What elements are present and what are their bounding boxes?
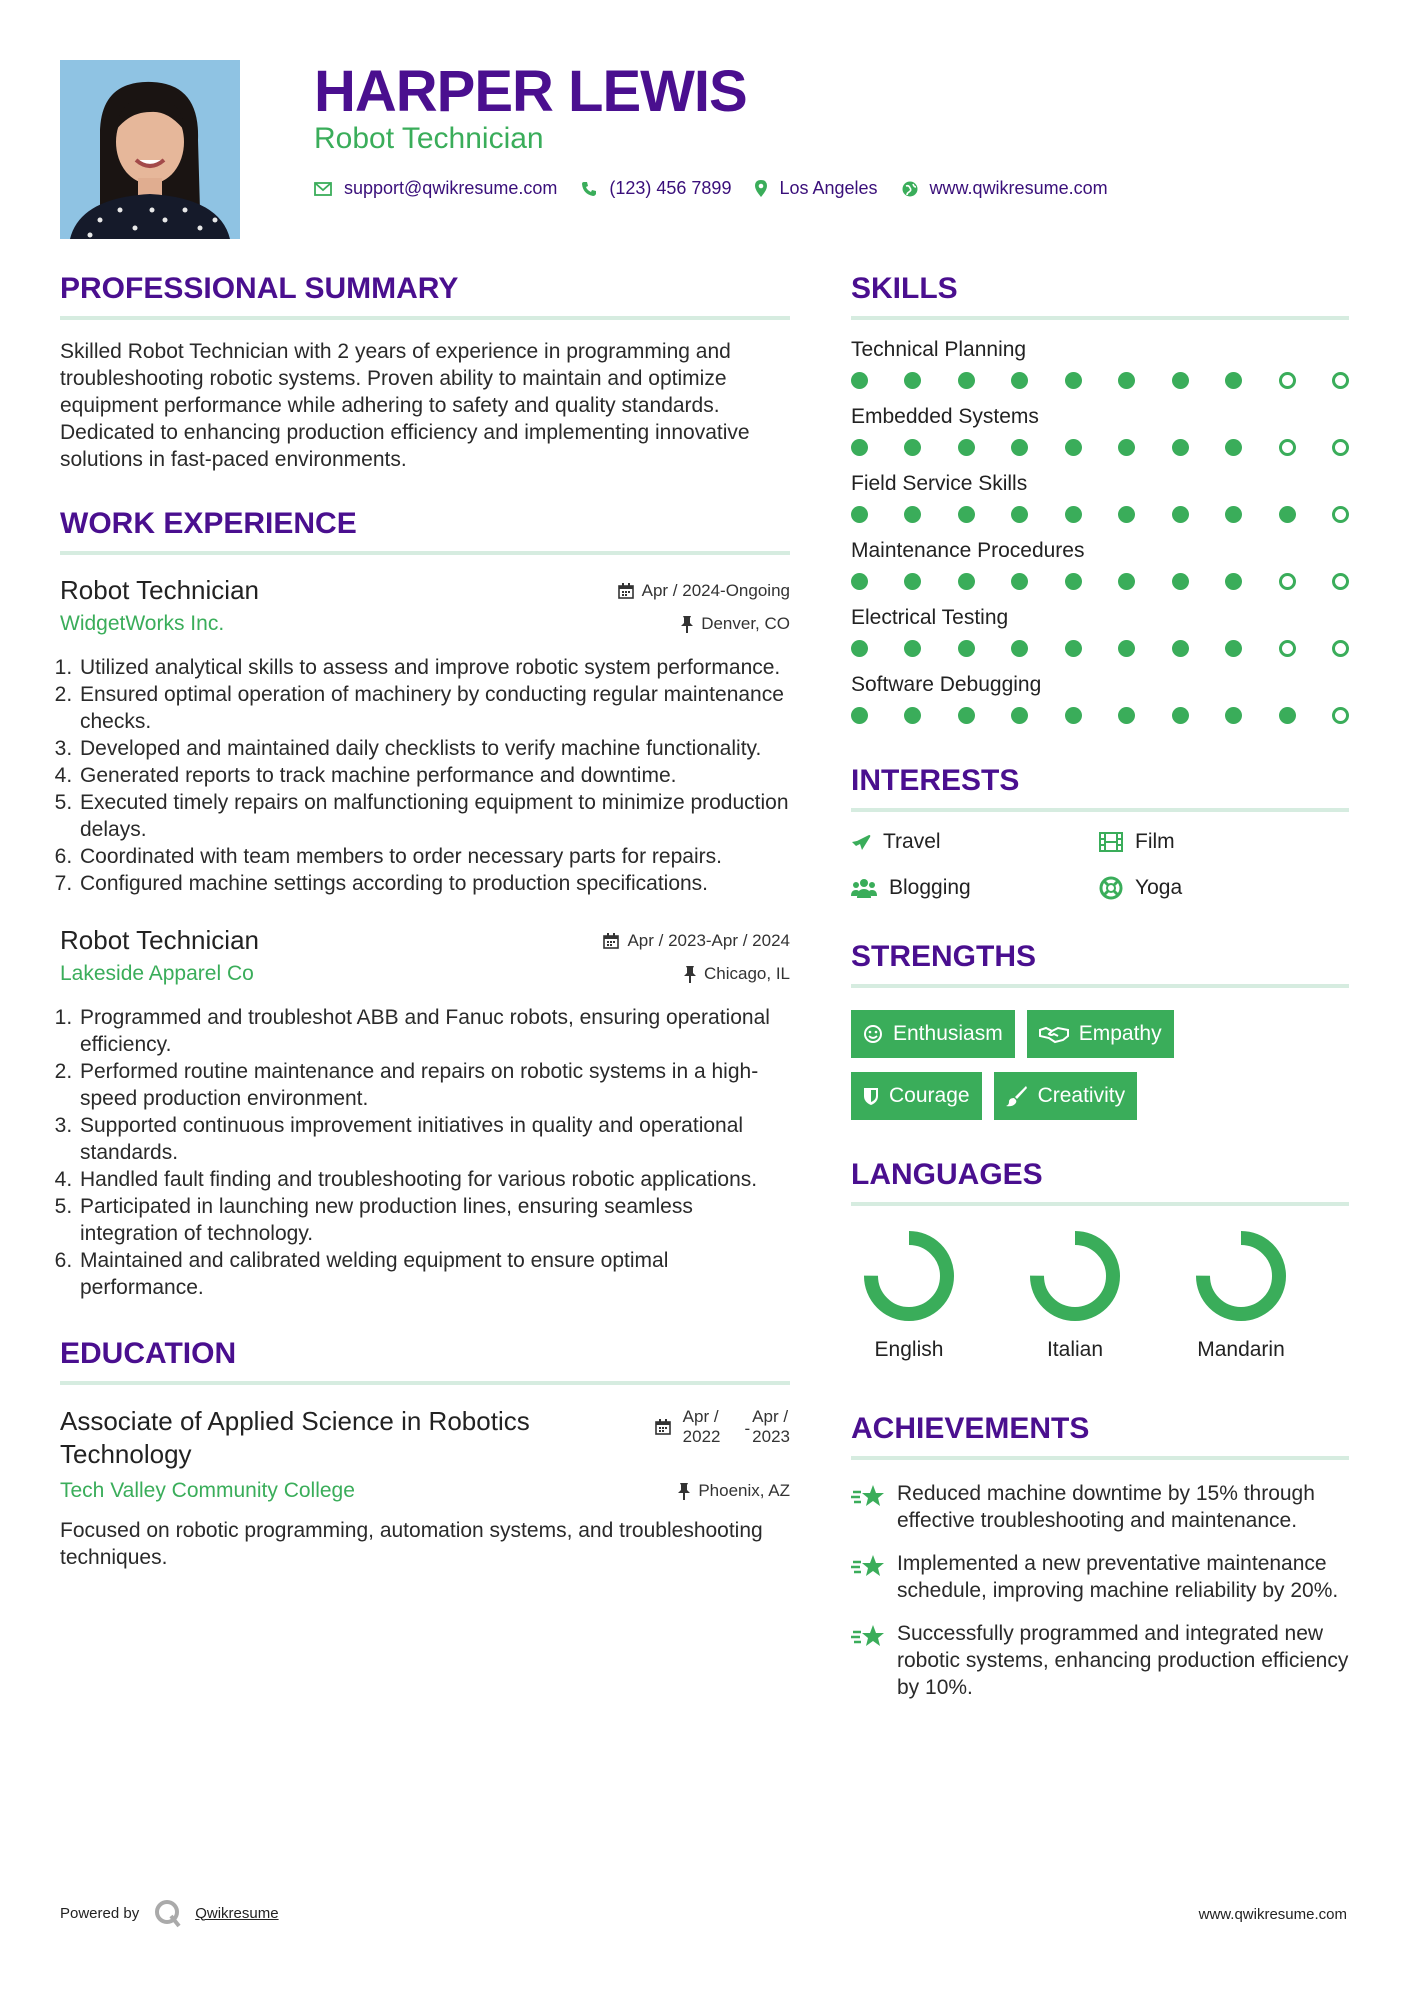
interests-list <box>851 830 1349 900</box>
job-entry <box>60 575 790 897</box>
interest-blogging <box>851 876 1099 900</box>
skill-level-dot <box>1118 372 1135 389</box>
skill-rating <box>851 372 1349 389</box>
job-bullets <box>60 654 790 897</box>
map-pin-icon <box>755 180 767 197</box>
skill-level-dot <box>851 506 868 523</box>
skill-level-dot <box>1065 372 1082 389</box>
skill-level-dot <box>1332 506 1349 523</box>
job-date-text: Apr / 2024-Ongoing <box>641 581 790 600</box>
job-date-text: Apr / 2023-Apr / 2024 <box>627 931 790 950</box>
job-title: Robot Technician <box>60 925 259 955</box>
interest-film <box>1099 830 1349 854</box>
skill-level-dot <box>904 707 921 724</box>
job-title: Robot Technician <box>60 575 259 605</box>
contact-email[interactable] <box>314 178 557 199</box>
skill-level-dot <box>1332 439 1349 456</box>
strength-chip-empathy <box>1027 1010 1174 1058</box>
skill-level-dot <box>1225 506 1242 523</box>
education-location-text: Phoenix, AZ <box>698 1481 790 1500</box>
language-item <box>1025 1228 1125 1362</box>
skill-level-dot <box>1172 640 1189 657</box>
strength-chip-courage <box>851 1072 982 1120</box>
job-bullet: 5. Executed timely repairs on malfunctioning equipment to minimize production delays. <box>78 789 790 843</box>
skill-rating <box>851 640 1349 657</box>
interests-heading: INTERESTS <box>851 764 1349 812</box>
skill-level-dot <box>1332 372 1349 389</box>
experience-section <box>60 507 790 1301</box>
skill-item <box>851 472 1349 523</box>
language-proficiency-ring <box>861 1228 957 1324</box>
job-bullet: 3. Developed and maintained daily checklists to verify machine functionality. <box>78 735 790 762</box>
skill-item <box>851 539 1349 590</box>
education-date <box>655 1407 790 1447</box>
pushpin-icon <box>684 966 696 983</box>
skill-level-dot <box>851 439 868 456</box>
interest-travel <box>851 830 1099 854</box>
skill-level-dot <box>1065 573 1082 590</box>
skill-level-dot <box>904 573 921 590</box>
contact-website-text: www.qwikresume.com <box>929 178 1108 198</box>
achievement-item <box>851 1550 1349 1604</box>
interest-label: Film <box>1135 830 1175 853</box>
languages-list <box>851 1228 1349 1362</box>
skill-level-dot <box>1279 506 1296 523</box>
skill-level-dot <box>1118 506 1135 523</box>
job-location <box>684 964 790 984</box>
education-end-year: 2023 <box>752 1427 790 1446</box>
job-location <box>681 614 790 634</box>
job-entry <box>60 925 790 1301</box>
left-column <box>60 272 790 1571</box>
achievements-heading: ACHIEVEMENTS <box>851 1412 1349 1460</box>
language-name: English <box>874 1338 944 1361</box>
envelope-icon <box>314 182 332 196</box>
skill-level-dot <box>851 573 868 590</box>
strengths-heading: STRENGTHS <box>851 940 1349 988</box>
language-proficiency-ring <box>1193 1228 1289 1324</box>
footer-powered-by <box>60 1898 279 1928</box>
calendar-icon <box>655 1419 671 1435</box>
calendar-icon <box>603 933 619 949</box>
skills-section <box>851 272 1349 724</box>
skill-level-dot <box>1225 573 1242 590</box>
qwikresume-link[interactable]: Qwikresume <box>195 1904 279 1922</box>
skill-level-dot <box>1332 707 1349 724</box>
job-location-text: Denver, CO <box>701 614 790 633</box>
skill-level-dot <box>1011 640 1028 657</box>
job-date <box>603 931 790 951</box>
education-text: Focused on robotic programming, automation systems, and troubleshooting techniques. <box>60 1519 763 1569</box>
interest-label: Yoga <box>1135 876 1183 899</box>
language-item <box>859 1228 959 1362</box>
skill-name: Software Debugging <box>851 673 1042 696</box>
achievement-item <box>851 1620 1349 1701</box>
skill-level-dot <box>958 439 975 456</box>
job-bullet: 1. Programmed and troubleshot ABB and Fanuc robots, ensuring operational efficiency. <box>78 1004 790 1058</box>
strengths-list <box>851 1010 1231 1120</box>
skill-level-dot <box>851 372 868 389</box>
skill-level-dot <box>1225 439 1242 456</box>
job-company: WidgetWorks Inc. <box>60 612 225 635</box>
achievements-section <box>851 1412 1349 1701</box>
skill-item <box>851 673 1349 724</box>
skill-level-dot <box>851 640 868 657</box>
skill-level-dot <box>1065 506 1082 523</box>
education-end-month: Apr / <box>752 1407 789 1426</box>
job-date <box>618 581 790 601</box>
language-name: Italian <box>1046 1338 1104 1361</box>
strength-chip-enthusiasm <box>851 1010 1015 1058</box>
skill-level-dot <box>1065 439 1082 456</box>
skill-name: Embedded Systems <box>851 405 1039 428</box>
skill-level-dot <box>1118 439 1135 456</box>
education-start-year: 2022 <box>682 1427 721 1446</box>
skill-item <box>851 606 1349 657</box>
contact-location <box>755 178 877 199</box>
skill-rating <box>851 707 1349 724</box>
job-bullet: 2. Ensured optimal operation of machinery by conducting regular maintenance checks. <box>78 681 790 735</box>
skill-level-dot <box>1279 707 1296 724</box>
contact-website[interactable] <box>902 178 1108 199</box>
skill-level-dot <box>1011 573 1028 590</box>
people-icon <box>851 878 877 898</box>
skill-level-dot <box>1011 439 1028 456</box>
calendar-icon <box>618 583 634 599</box>
job-bullet: 2. Performed routine maintenance and repairs on robotic systems in a high-speed production environment. <box>78 1058 790 1112</box>
education-section <box>60 1337 790 1571</box>
qwikresume-logo-icon <box>153 1898 183 1928</box>
skills-heading: SKILLS <box>851 272 1349 320</box>
languages-section <box>851 1158 1349 1362</box>
language-item <box>1191 1228 1291 1362</box>
job-bullet: 6. Maintained and calibrated welding equipment to ensure optimal performance. <box>78 1247 790 1301</box>
contact-phone[interactable] <box>581 178 731 199</box>
skill-level-dot <box>1011 506 1028 523</box>
skill-level-dot <box>1279 372 1296 389</box>
skill-level-dot <box>1172 439 1189 456</box>
interest-yoga <box>1099 876 1349 900</box>
experience-heading: WORK EXPERIENCE <box>60 507 790 555</box>
footer-url[interactable]: www.qwikresume.com <box>1198 1906 1347 1923</box>
pushpin-icon <box>681 616 693 633</box>
job-bullet: 7. Configured machine settings according to production specifications. <box>78 870 790 897</box>
skill-level-dot <box>1225 372 1242 389</box>
strength-label: Empathy <box>1078 1022 1162 1045</box>
pushpin-icon <box>678 1483 690 1500</box>
skill-name: Maintenance Procedures <box>851 539 1085 562</box>
skill-level-dot <box>904 640 921 657</box>
smile-icon <box>863 1024 883 1044</box>
strengths-section <box>851 940 1349 1120</box>
handshake-icon <box>1039 1024 1069 1044</box>
skill-level-dot <box>1065 640 1082 657</box>
skill-level-dot <box>1118 573 1135 590</box>
skill-level-dot <box>1011 372 1028 389</box>
skill-level-dot <box>1172 573 1189 590</box>
skill-name: Electrical Testing <box>851 606 1009 629</box>
skill-level-dot <box>1332 640 1349 657</box>
skill-level-dot <box>958 640 975 657</box>
job-bullet: 3. Supported continuous improvement initiatives in quality and operational standards. <box>78 1112 790 1166</box>
skill-level-dot <box>1279 439 1296 456</box>
education-degree: Associate of Applied Science in Robotics Technology <box>60 1406 530 1469</box>
summary-text: Skilled Robot Technician with 2 years of experience in programming and troubleshooting robotic systems. Proven ability to maintain and optimize equipment performance while adhering to safety and quality standards. Dedicated to enhancing production efficiency and implementing innovative solutions in fast-paced environments. <box>60 340 750 471</box>
education-start-month: Apr / <box>682 1407 719 1426</box>
candidate-title: Robot Technician <box>314 122 544 155</box>
skill-level-dot <box>1118 707 1135 724</box>
contact-email-text: support@qwikresume.com <box>344 178 558 198</box>
job-bullet: 4. Handled fault finding and troubleshooting for various robotic applications. <box>78 1166 790 1193</box>
lifebuoy-icon <box>1099 876 1123 900</box>
contact-location-text: Los Angeles <box>779 178 878 198</box>
job-bullet: 4. Generated reports to track machine performance and downtime. <box>78 762 790 789</box>
brush-icon <box>1006 1085 1028 1107</box>
star-award-icon <box>851 1624 885 1650</box>
skill-level-dot <box>1172 372 1189 389</box>
job-company: Lakeside Apparel Co <box>60 962 254 985</box>
skill-level-dot <box>904 439 921 456</box>
skill-rating <box>851 439 1349 456</box>
strength-label: Creativity <box>1037 1084 1126 1107</box>
skill-level-dot <box>1011 707 1028 724</box>
interest-label: Blogging <box>889 876 971 899</box>
skill-level-dot <box>1118 640 1135 657</box>
strength-chip-creativity <box>994 1072 1138 1120</box>
education-location <box>678 1481 790 1501</box>
job-bullets <box>60 1004 790 1301</box>
profile-photo <box>60 60 240 239</box>
contact-bar <box>314 178 1132 199</box>
skill-level-dot <box>904 372 921 389</box>
summary-section <box>60 272 790 473</box>
skill-level-dot <box>1225 640 1242 657</box>
skill-level-dot <box>851 707 868 724</box>
skill-level-dot <box>1279 640 1296 657</box>
plane-icon <box>851 832 871 852</box>
skill-level-dot <box>1172 707 1189 724</box>
interest-label: Travel <box>883 830 941 853</box>
languages-heading: LANGUAGES <box>851 1158 1349 1206</box>
skill-item <box>851 338 1349 389</box>
skill-name: Field Service Skills <box>851 472 1028 495</box>
star-award-icon <box>851 1554 885 1580</box>
education-date-dash: - <box>744 1419 751 1438</box>
skill-item <box>851 405 1349 456</box>
film-icon <box>1099 832 1123 852</box>
language-proficiency-ring <box>1027 1228 1123 1324</box>
education-heading: EDUCATION <box>60 1337 790 1385</box>
strength-label: Enthusiasm <box>893 1022 1003 1045</box>
skill-rating <box>851 573 1349 590</box>
right-column <box>851 272 1349 1717</box>
job-bullet: 1. Utilized analytical skills to assess and improve robotic system performance. <box>78 654 790 681</box>
achievement-text: Successfully programmed and integrated new robotic systems, enhancing production efficiency by 10%. <box>897 1622 1349 1699</box>
skill-level-dot <box>904 506 921 523</box>
globe-icon <box>902 181 918 197</box>
star-award-icon <box>851 1484 885 1510</box>
job-location-text: Chicago, IL <box>704 964 790 983</box>
skill-rating <box>851 506 1349 523</box>
summary-heading: PROFESSIONAL SUMMARY <box>60 272 790 320</box>
language-name: Mandarin <box>1197 1338 1285 1361</box>
skill-level-dot <box>1225 707 1242 724</box>
strength-label: Courage <box>889 1084 970 1107</box>
phone-icon <box>581 181 597 197</box>
skill-name: Technical Planning <box>851 338 1027 361</box>
skill-level-dot <box>1332 573 1349 590</box>
shield-icon <box>863 1086 879 1106</box>
candidate-name: HARPER LEWIS <box>314 59 747 124</box>
contact-phone-text: (123) 456 7899 <box>609 178 732 198</box>
skill-level-dot <box>1065 707 1082 724</box>
education-school: Tech Valley Community College <box>60 1479 355 1502</box>
skill-level-dot <box>958 372 975 389</box>
skill-level-dot <box>1279 573 1296 590</box>
job-bullet: 5. Participated in launching new production lines, ensuring seamless integration of technology. <box>78 1193 790 1247</box>
achievement-text: Reduced machine downtime by 15% through effective troubleshooting and maintenance. <box>897 1482 1315 1532</box>
interests-section <box>851 764 1349 900</box>
skill-level-dot <box>958 707 975 724</box>
powered-by-text: Powered by <box>60 1904 140 1922</box>
achievement-item <box>851 1480 1349 1534</box>
skill-level-dot <box>1172 506 1189 523</box>
job-bullet: 6. Coordinated with team members to order necessary parts for repairs. <box>78 843 790 870</box>
skill-level-dot <box>958 506 975 523</box>
skill-level-dot <box>958 573 975 590</box>
achievement-text: Implemented a new preventative maintenance schedule, improving machine reliability by 20%. <box>897 1552 1339 1602</box>
